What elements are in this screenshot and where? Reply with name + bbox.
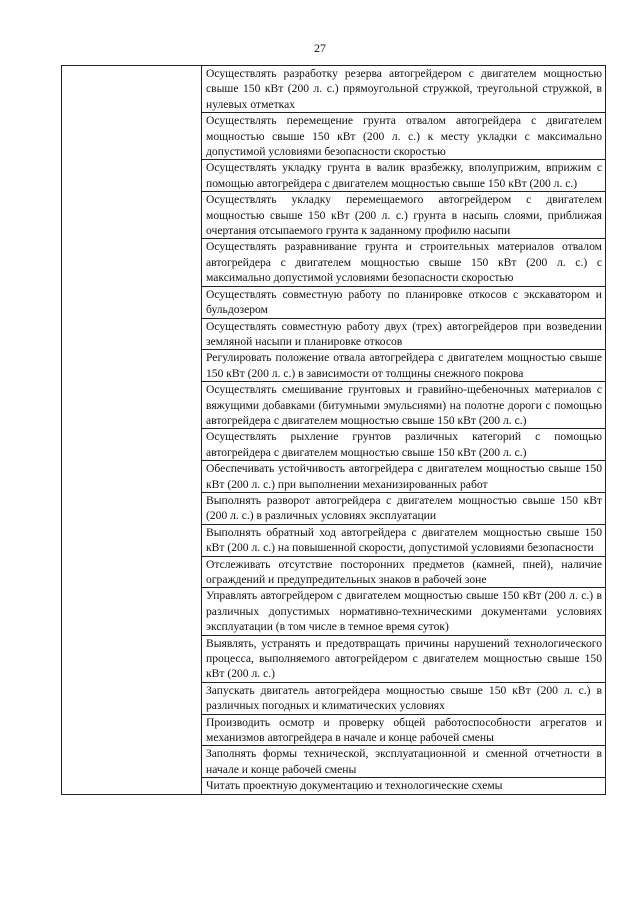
row-text: Осуществлять совместную работу двух (трех) автогрейдеров при возведении земляной насыпи и планировке откосов [206,319,602,348]
text-cell [202,286,606,318]
text-cell [202,556,606,588]
text-cell [202,192,606,239]
text-cell [202,350,606,382]
row-text: Производить осмотр и проверку общей работоспособности агрегатов и механизмов автогрейдера в начале и конце рабочей смены [206,715,602,745]
row-text: Читать проектную документацию и технологические схемы [206,779,503,793]
text-cell [202,778,606,794]
text-cell [202,160,606,192]
row-text: Выполнять разворот автогрейдера с двигателем мощностью свыше 150 кВт (200 л. с.) в различных условиях эксплуатации [206,493,602,523]
row-text: Осуществлять совместную работу по планировке откосов с экскаватором и бульдозером [206,287,602,317]
text-cell [202,429,606,461]
row-text: Выявлять, устранять и предотвращать причины нарушений технологического процесса, выполняемого автогрейдером с двигателем мощностью свыше 150 кВт (200 л. с.) [206,636,602,681]
text-cell [202,113,606,160]
page-number: 27 [314,41,326,55]
label-cell [62,66,202,795]
row-text: Заполнять формы технической, эксплуатационной и сменной отчетности в начале и конце рабочей смены [206,747,602,776]
skills-table [61,65,606,795]
row-text: Осуществлять смешивание грунтовых и гравийно-щебеночных материалов с вяжущими добавками (битумными эмульсиями) на полотне дороги с помощью автогрейдера с двигателем мощностью свыше 150 кВт (200 л. с.) [206,383,602,427]
row-text: Осуществлять перемещение грунта отвалом автогрейдера с двигателем мощностью свыше 150 кВт (200 л. с.) к месту укладки с максимально допустимой условиями безопасности скоростью [206,114,602,159]
text-cell [202,382,606,429]
text-cell [202,318,606,350]
text-cell [202,635,606,682]
row-text: Осуществлять укладку грунта в валик вразбежку, вполуприжим, вприжим с помощью автогрейдера с двигателем мощностью свыше 150 кВт (200 л. с.) [206,161,602,190]
row-text: Запускать двигатель автогрейдера мощностью свыше 150 кВт (200 л. с.) в различных погодных и климатических условиях [206,683,602,713]
text-cell [202,239,606,286]
table-row [62,66,606,113]
row-text: Обеспечивать устойчивость автогрейдера с двигателем мощностью свыше 150 кВт (200 л. с.) при выполнении механизированных работ [206,462,602,491]
row-text: Осуществлять рыхление грунтов различных категорий с помощью автогрейдера с двигателем мощностью свыше 150 кВт (200 л. с.) [206,430,602,459]
text-cell [202,492,606,524]
row-text: Осуществлять разработку резерва автогрейдером с двигателем мощностью свыше 150 кВт (200 л. с.) прямоугольной стружкой, треугольной стружкой, в нулевых отметках [206,67,602,111]
row-text: Осуществлять укладку перемещаемого автогрейдером с двигателем мощностью свыше 150 кВт (200 л. с.) грунта в насыпь слоями, приближая очертания отсыпаемого грунта к заданному профилю насыпи [206,193,602,238]
text-cell [202,524,606,556]
row-text: Отслеживать отсутствие посторонних предметов (камней, пней), наличие ограждений и предупредительных знаков в рабочей зоне [206,557,602,586]
text-cell [202,66,606,113]
row-text: Осуществлять разравнивание грунта и строительных материалов отвалом автогрейдера с двигателем мощностью свыше 150 кВт (200 л. с.) с максимально допустимой условиями безопасности скоростью [206,240,602,285]
text-cell [202,714,606,746]
text-cell [202,588,606,635]
text-cell [202,461,606,493]
row-text: Выполнять обратный ход автогрейдера с двигателем мощностью свыше 150 кВт (200 л. с.) на повышенной скорости, допустимой условиями безопасности [206,525,602,555]
row-text: Регулировать положение отвала автогрейдера с двигателем мощностью свыше 150 кВт (200 л. с.) в зависимости от толщины снежного покрова [206,351,602,380]
text-cell [202,746,606,778]
text-cell [202,682,606,714]
row-text: Управлять автогрейдером с двигателем мощностью свыше 150 кВт (200 л. с.) в различных допустимых нормативно-техническими документами условиях эксплуатации (в том числе в темное время суток) [206,589,602,634]
